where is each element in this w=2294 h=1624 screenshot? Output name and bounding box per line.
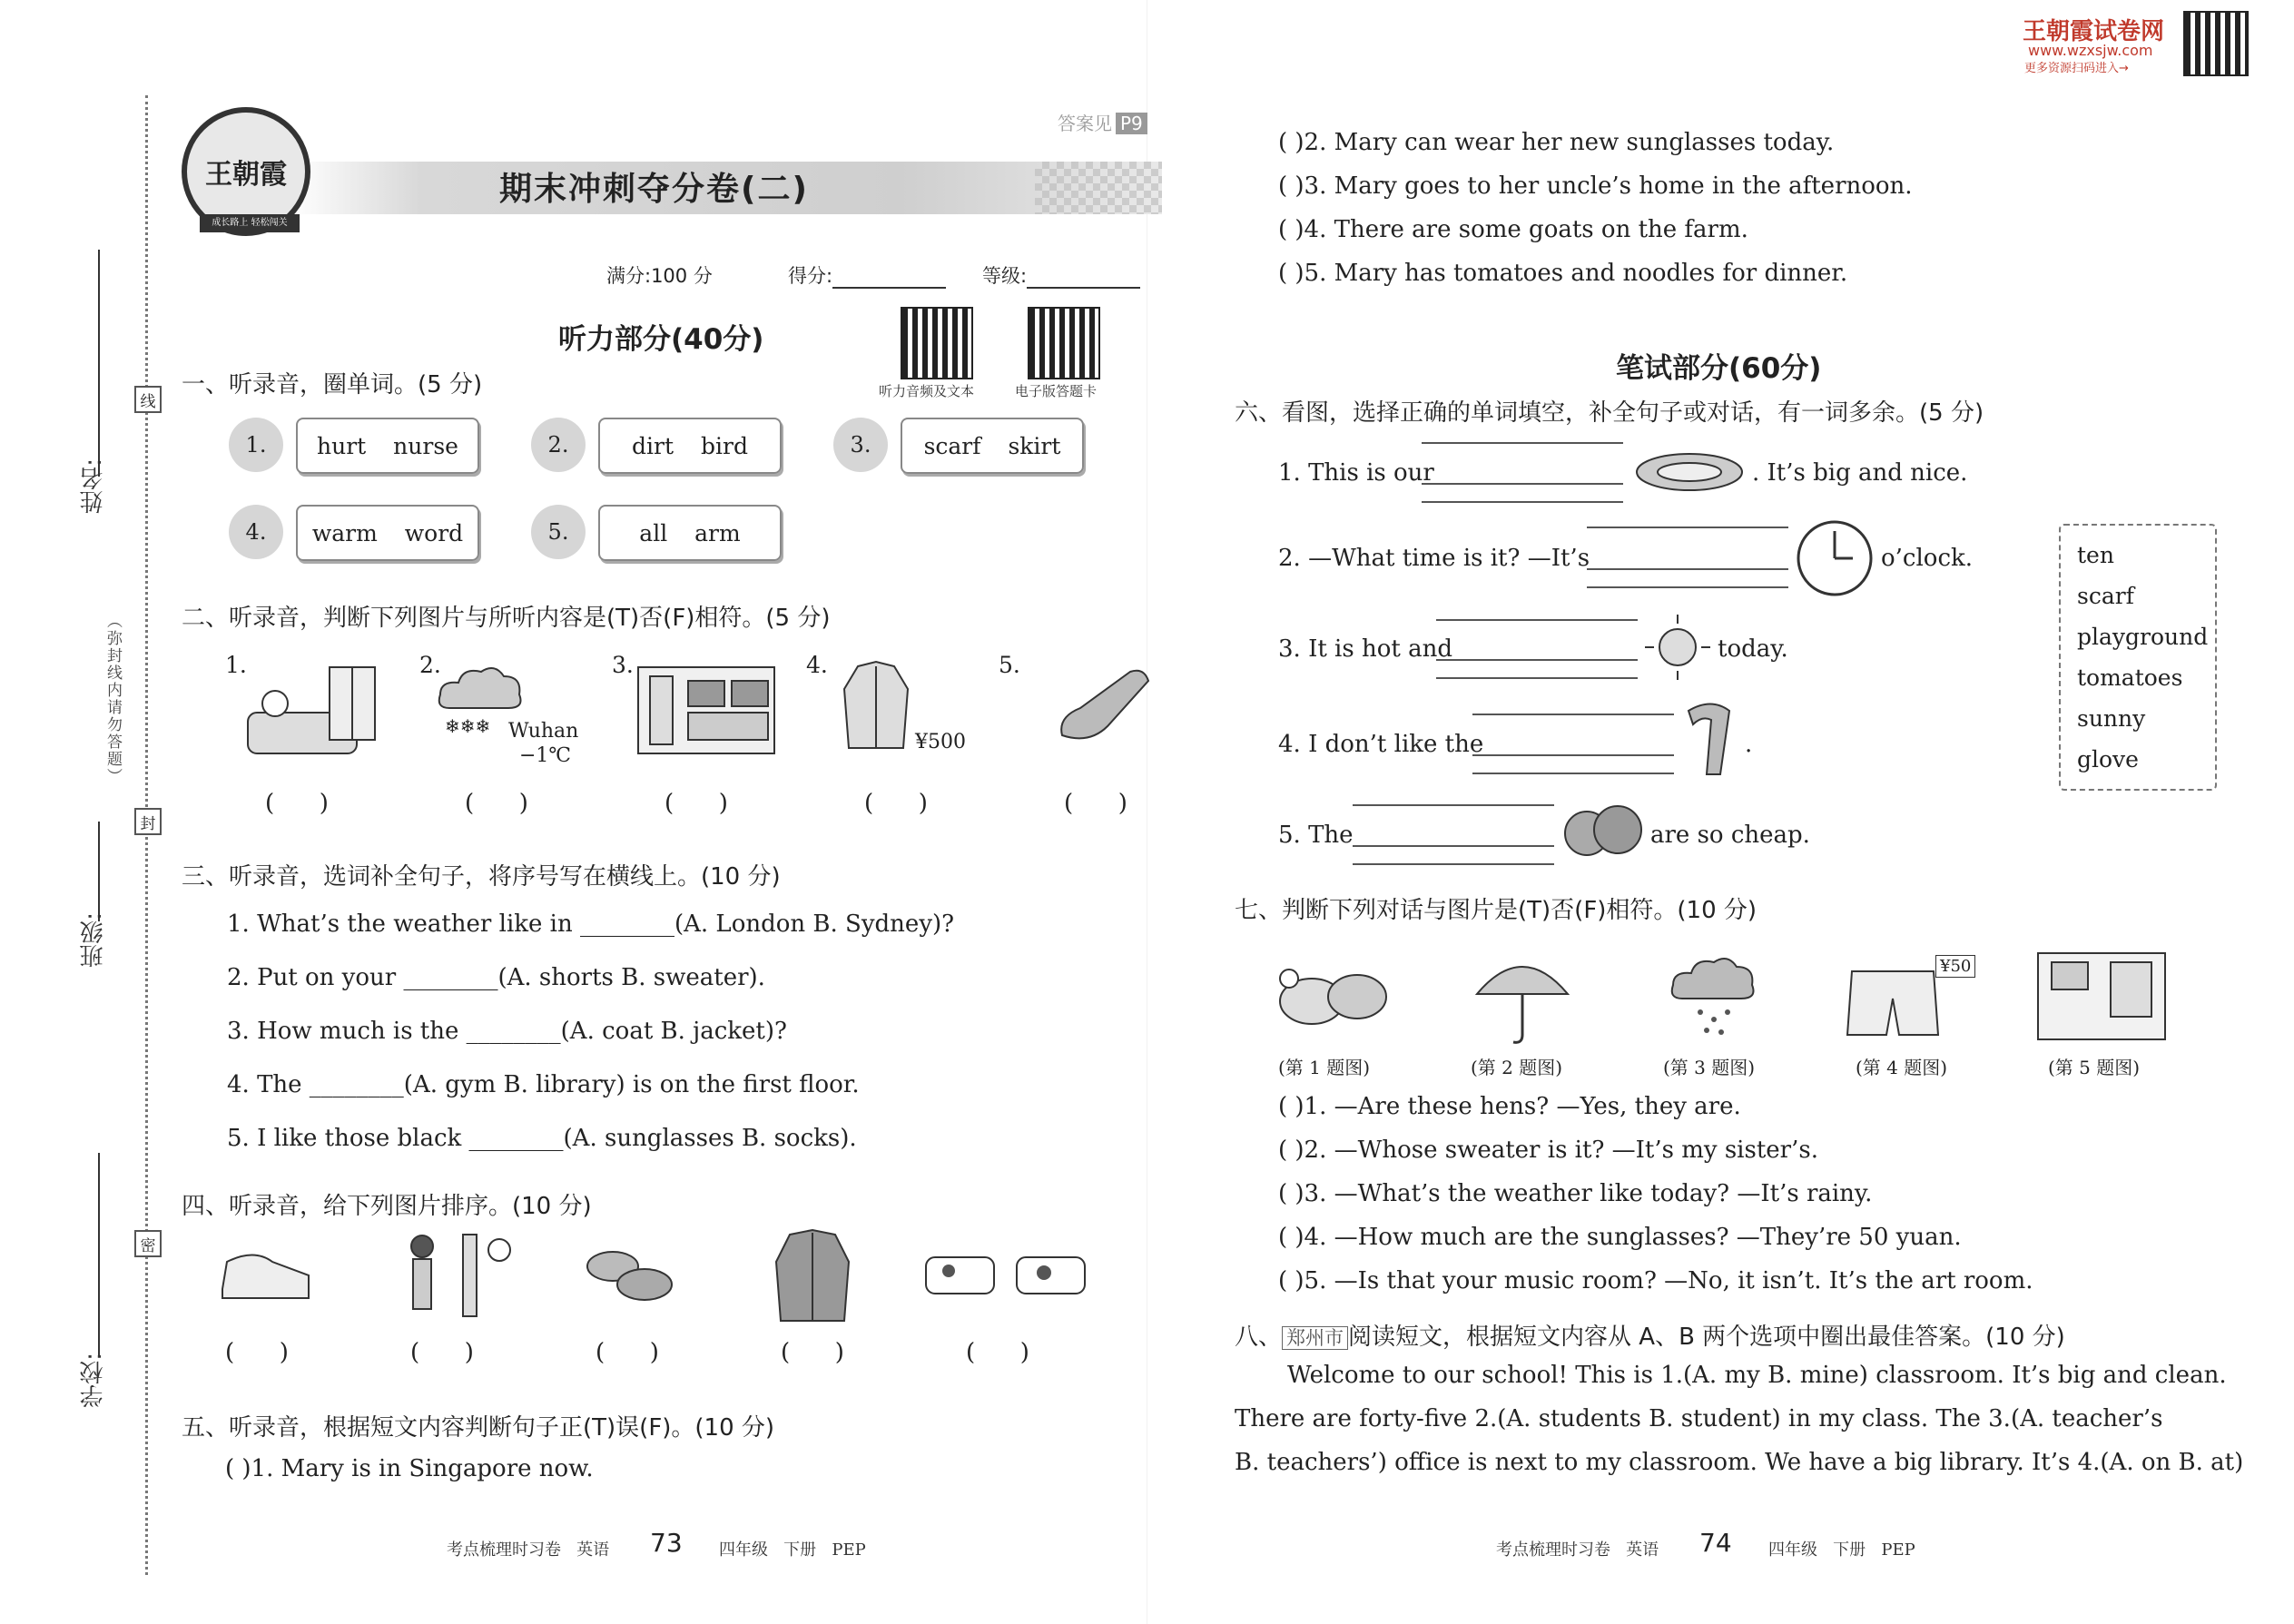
classroom-illustration <box>634 663 779 763</box>
q7-caption-3: (第 3 题图) <box>1663 1057 1756 1078</box>
school-label: 学校: <box>80 1353 107 1408</box>
q3-line-5[interactable]: 5. I like those black ________(A. sunglasses B. socks). <box>227 1125 857 1152</box>
q1-num-3: 3. <box>833 418 888 472</box>
q3-line-2[interactable]: 2. Put on your ________(A. shorts B. sweater). <box>227 964 765 991</box>
q4-answer-2[interactable]: ( ) <box>410 1339 474 1366</box>
brand-qr-icon[interactable] <box>2183 11 2249 76</box>
writing-title: 笔试部分(60分) <box>1616 352 1822 385</box>
q7-caption-1: (第 1 题图) <box>1278 1057 1371 1078</box>
listening-title: 听力部分(40分) <box>558 323 764 356</box>
school-line <box>98 1153 100 1357</box>
answer-ref-label: 答案见 <box>1058 113 1112 134</box>
rain-cloud-illustration <box>1669 949 1759 1039</box>
grade-blank[interactable] <box>1027 263 1140 289</box>
clock-icon <box>1794 517 1876 599</box>
q8-para-line-3[interactable]: B. teachers’) office is next to my classroom. We have a big library. It’s 4.(A. on B. at) <box>1235 1449 2244 1476</box>
score-field[interactable] <box>788 261 946 289</box>
q2-answer-5[interactable]: ( ) <box>1064 790 1127 817</box>
q2-answer-3[interactable]: ( ) <box>665 790 728 817</box>
q6-item-4-pre: 4. I don’t like the <box>1278 731 1484 758</box>
q6-blank-1[interactable] <box>1422 483 1623 485</box>
q6-item-3-pre: 3. It is hot and <box>1278 635 1452 663</box>
q4-answer-1[interactable]: ( ) <box>225 1339 289 1366</box>
q3-line-1[interactable]: 1. What’s the weather like in ________(A. London B. Sydney)? <box>227 910 955 938</box>
brand-more: 更多资源扫码进入→ <box>2024 62 2129 75</box>
brand-url[interactable]: www.wzxsjw.com <box>2028 42 2153 59</box>
q6-blank-2[interactable] <box>1587 568 1788 570</box>
q5-line-4[interactable]: ( )4. There are some goats on the farm. <box>1278 216 1748 243</box>
scarf-icon <box>1679 697 1743 779</box>
q6-guide-1b <box>1422 501 1623 503</box>
q2-temp: −1℃ <box>519 744 572 767</box>
playground-icon <box>1630 447 1748 497</box>
grade-field[interactable] <box>982 261 1140 289</box>
qr-audio-caption: 听力音频及文本 <box>879 383 975 399</box>
q6-item-5-post: are so cheap. <box>1650 822 1810 849</box>
q5-line-3[interactable]: ( )3. Mary goes to her uncle’s home in the afternoon. <box>1278 172 1913 200</box>
q1-words-5[interactable]: all arm <box>598 505 782 561</box>
answer-page: P9 <box>1116 113 1147 134</box>
word-bank-item: playground <box>2077 624 2209 650</box>
q6-item-1-pre: 1. This is our <box>1278 459 1434 487</box>
hens-illustration <box>1271 951 1398 1042</box>
q2-answer-2[interactable]: ( ) <box>465 790 528 817</box>
brand-name: 王朝霞试卷网 <box>2023 18 2165 45</box>
answer-ref <box>1058 109 1147 135</box>
name-line <box>98 250 100 477</box>
q1-num-1: 1. <box>229 418 283 472</box>
q6-item-5-pre: 5. The <box>1278 822 1354 849</box>
q6-blank-5[interactable] <box>1353 845 1554 847</box>
line-tag: 线 <box>134 386 162 413</box>
secret-tag: 密 <box>134 1230 162 1257</box>
q2-num-1: 1. <box>225 652 247 678</box>
q7-caption-2: (第 2 题图) <box>1471 1057 1563 1078</box>
grade-label: 等级: <box>982 265 1028 287</box>
q2-answer-4[interactable]: ( ) <box>864 790 928 817</box>
q8-city-tag: 郑州市 <box>1282 1326 1348 1350</box>
q6-item-2-pre: 2. —What time is it? —It’s <box>1278 545 1590 572</box>
page-number-right: 74 <box>1699 1528 1732 1558</box>
q6-blank-3[interactable] <box>1436 659 1638 661</box>
q6-blank-4[interactable] <box>1472 754 1674 756</box>
q1-num-5: 5. <box>531 505 586 559</box>
q6-guide-3b <box>1436 677 1638 679</box>
qr-answer-caption: 电子版答题卡 <box>1015 383 1098 399</box>
q6-guide-3a <box>1436 619 1638 621</box>
full-score: 满分:100 分 <box>606 265 713 287</box>
binding-dotted-line <box>145 95 148 1575</box>
q6-guide-5b <box>1353 863 1554 865</box>
word-bank-item: tomatoes <box>2077 664 2183 691</box>
q1-words-4[interactable]: warm word <box>296 505 479 561</box>
q6-title: 六、看图，选择正确的单词填空，补全句子或对话，有一词多余。(5 分) <box>1235 399 1984 427</box>
q6-guide-2a <box>1587 527 1788 528</box>
q2-num-3: 3. <box>612 652 634 678</box>
class-line <box>98 822 100 921</box>
tomatoes-icon <box>1560 801 1647 859</box>
q6-item-3-post: today. <box>1718 635 1788 663</box>
qr-audio-icon[interactable] <box>901 307 973 379</box>
exam-title: 期末冲刺夺分卷(二) <box>499 171 809 208</box>
q7-title: 七、判断下列对话与图片是(T)否(F)相符。(10 分) <box>1235 897 1757 924</box>
score-blank[interactable] <box>832 263 946 289</box>
word-bank-item: ten <box>2077 542 2114 568</box>
margin-note: （弥封线内请勿答题） <box>103 613 122 785</box>
q7-line-1[interactable]: ( )1. —Are these hens? —Yes, they are. <box>1278 1093 1741 1120</box>
q8-title-prefix: 八、 <box>1235 1324 1283 1351</box>
jacket-illustration <box>772 1225 853 1325</box>
q5-line-5[interactable]: ( )5. Mary has tomatoes and noodles for dinner. <box>1278 260 1848 287</box>
title-checker <box>1035 162 1162 214</box>
q8-title-text: 阅读短文，根据短文内容从 A、B 两个选项中圈出最佳答案。(10 分) <box>1348 1324 2065 1351</box>
q8-para-line-2[interactable]: There are forty-five 2.(A. students B. student) in my class. The 3.(A. teacher’s <box>1235 1405 2163 1432</box>
sun-icon <box>1643 613 1712 682</box>
q6-guide-5a <box>1353 804 1554 806</box>
q1-num-2: 2. <box>531 418 586 472</box>
q3-line-3[interactable]: 3. How much is the ________(A. coat B. jacket)? <box>227 1018 787 1045</box>
q6-guide-4b <box>1472 773 1674 774</box>
class-label: 班级: <box>80 912 107 968</box>
q2-answer-1[interactable]: ( ) <box>265 790 329 817</box>
q8-title <box>1235 1318 2065 1352</box>
word-bank <box>2059 524 2217 791</box>
boy-at-clock-illustration <box>399 1230 517 1321</box>
q6-item-2-post: o’clock. <box>1881 545 1974 572</box>
coat-illustration <box>835 657 917 757</box>
q2-price: ¥500 <box>915 731 966 753</box>
q6-guide-1a <box>1422 442 1623 444</box>
q4-answer-5[interactable]: ( ) <box>966 1339 1029 1366</box>
q6-item-4-post: . <box>1745 731 1753 758</box>
q5-line-1[interactable]: ( )1. Mary is in Singapore now. <box>225 1455 594 1482</box>
q8-para-line-1[interactable]: Welcome to our school! This is 1.(A. my B. mine) classroom. It’s big and clean. <box>1287 1362 2227 1389</box>
word-bank-item: glove <box>2077 746 2139 773</box>
q6-item-1-post: . It’s big and nice. <box>1752 459 1968 487</box>
q7-line-3[interactable]: ( )3. —What’s the weather like today? —It’s rainy. <box>1278 1180 1873 1207</box>
q1-words-1[interactable]: hurt nurse <box>296 418 479 474</box>
q7-caption-5: (第 5 题图) <box>2048 1057 2141 1078</box>
q7-caption-4: (第 4 题图) <box>1856 1057 1948 1078</box>
snowflake-icon: ❄❄❄ <box>445 715 491 737</box>
name-label: 姓名: <box>80 458 107 514</box>
footer-right-text: 考点梳理时习卷 英语 <box>1496 1540 1659 1560</box>
art-room-illustration <box>2033 949 2170 1044</box>
q2-title: 二、听录音，判断下列图片与所听内容是(T)否(F)相符。(5 分) <box>182 605 831 632</box>
q6-guide-2b <box>1587 586 1788 588</box>
word-bank-item: scarf <box>2077 583 2134 609</box>
q1-words-3[interactable]: scarf skirt <box>901 418 1084 474</box>
q1-words-2[interactable]: dirt bird <box>598 418 782 474</box>
footer-left-after: 四年级 下册 PEP <box>719 1540 866 1560</box>
shoes-illustration <box>218 1235 318 1307</box>
qr-answer-icon[interactable] <box>1028 307 1100 379</box>
q2-city: Wuhan <box>508 720 579 743</box>
page-number-left: 73 <box>650 1528 683 1558</box>
cows-illustration <box>917 1244 1098 1316</box>
seal-tag: 封 <box>134 808 162 835</box>
q2-num-4: 4. <box>806 652 828 678</box>
umbrella-illustration <box>1472 949 1572 1048</box>
footer-left-text: 考点梳理时习卷 英语 <box>447 1540 610 1560</box>
q3-line-4[interactable]: 4. The ________(A. gym B. library) is on the first floor. <box>227 1071 860 1098</box>
shorts-illustration <box>1843 962 1943 1044</box>
q5-title: 五、听录音，根据短文内容判断句子正(T)误(F)。(10 分) <box>182 1414 775 1442</box>
q7-line-4[interactable]: ( )4. —How much are the sunglasses? —They’re 50 yuan. <box>1278 1224 1962 1251</box>
footer-right-after: 四年级 下册 PEP <box>1768 1540 1915 1560</box>
sick-in-bed-illustration <box>243 663 379 763</box>
price-tag: ¥50 <box>1935 955 1975 978</box>
score-label: 得分: <box>788 265 833 287</box>
logo-banner: 成长路上 轻松闯关 <box>200 214 300 232</box>
q2-num-5: 5. <box>999 652 1020 678</box>
q7-line-5[interactable]: ( )5. —Is that your music room? —No, it isn’t. It’s the art room. <box>1278 1267 2033 1294</box>
q1-title: 一、听录音，圈单词。(5 分) <box>182 371 483 399</box>
q7-line-2[interactable]: ( )2. —Whose sweater is it? —It’s my sister’s. <box>1278 1137 1818 1164</box>
q5-line-2[interactable]: ( )2. Mary can wear her new sunglasses today. <box>1278 129 1835 156</box>
q3-title: 三、听录音，选词补全句子，将序号写在横线上。(10 分) <box>182 863 781 891</box>
word-bank-item: sunny <box>2077 705 2146 732</box>
logo-text: 王朝霞 <box>205 159 287 191</box>
q4-answer-4[interactable]: ( ) <box>781 1339 844 1366</box>
q6-guide-4a <box>1472 714 1674 715</box>
potatoes-illustration <box>581 1244 681 1307</box>
sock-illustration <box>1053 663 1153 744</box>
q1-num-4: 4. <box>229 505 283 559</box>
q2-num-2: 2. <box>419 652 441 678</box>
q4-answer-3[interactable]: ( ) <box>596 1339 659 1366</box>
q4-title: 四、听录音，给下列图片排序。(10 分) <box>182 1193 592 1220</box>
